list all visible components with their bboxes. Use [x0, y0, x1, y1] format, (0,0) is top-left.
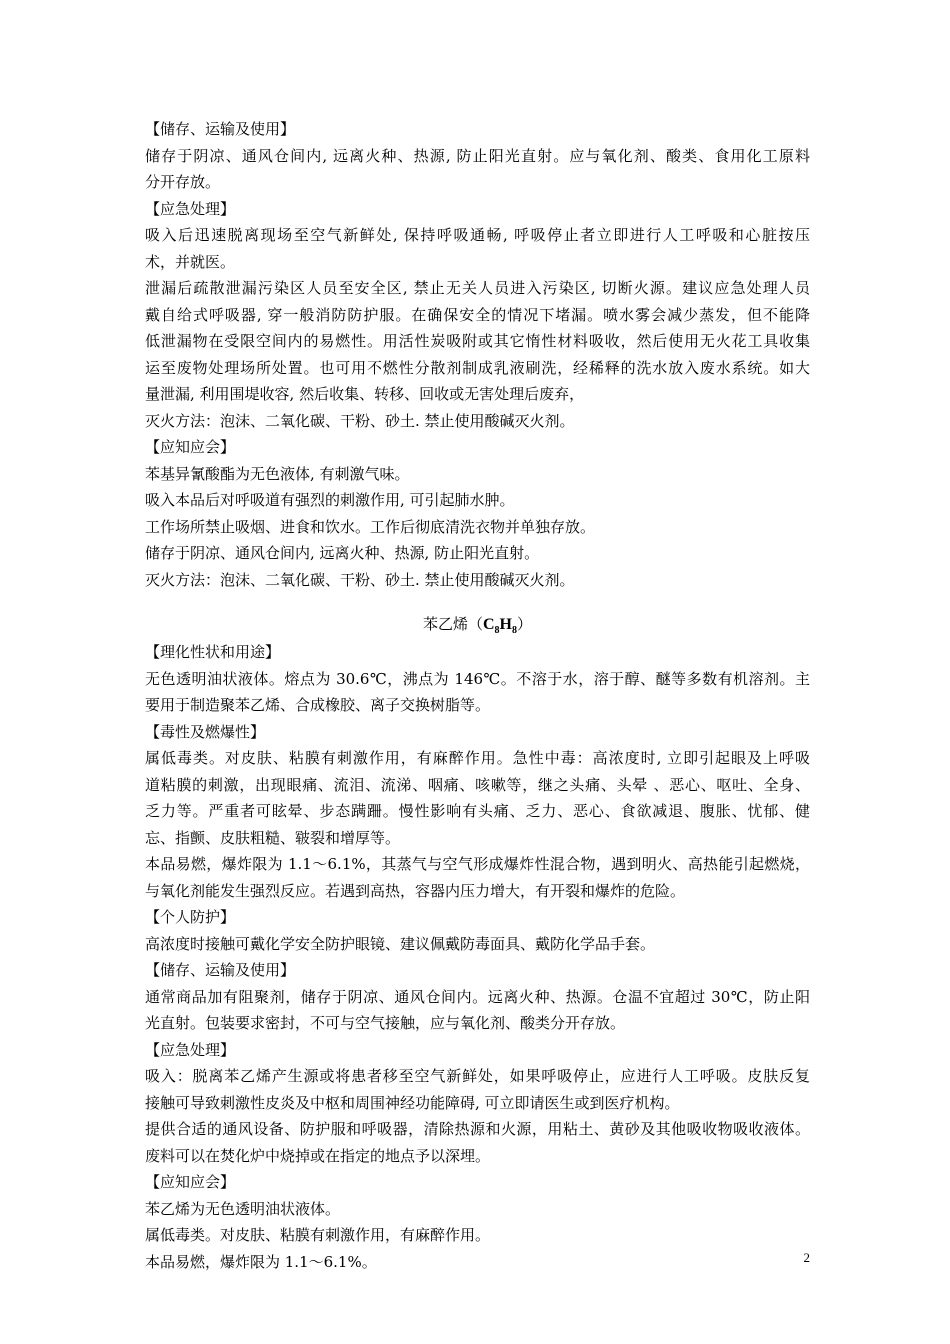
paragraph-line: 工作场所禁止吸烟、进食和饮水。工作后彻底清洗衣物并单独存放。: [145, 517, 596, 536]
paragraph-line: 乏力等。严重者可眩晕、步态蹒跚。慢性影响有头痛、乏力、恶心、食欲减退、腹胀、忧郁、健: [145, 802, 810, 820]
section-heading-properties: 【理化性状和用途】: [145, 643, 281, 661]
paragraph-line: 高浓度时接触可戴化学安全防护眼镜、建议佩戴防毒面具、戴防化学品手套。: [145, 934, 656, 953]
formula-element-h: H: [499, 616, 512, 633]
section-heading-emergency: 【应急处理】: [145, 1040, 236, 1059]
section-heading-toxicity: 【毒性及燃爆性】: [145, 722, 266, 741]
section-heading-storage: 【储存、运输及使用】: [145, 961, 296, 979]
page-number: 2: [803, 1250, 810, 1265]
paragraph-line: 术，并就医。: [145, 252, 236, 271]
paragraph-line: 接触可导致刺激性皮炎及中枢和周围神经功能障碍, 可立即请医生或到医疗机构。: [145, 1093, 680, 1112]
paragraph-line: 泄漏后疏散泄漏污染区人员至安全区, 禁止无关人员进入污染区, 切断火源。建议应急处理人员: [145, 279, 810, 297]
section-heading-know: 【应知应会】: [145, 438, 236, 456]
paragraph-line: 吸入后迅速脱离现场至空气新鲜处, 保持呼吸通畅, 呼吸停止者立即进行人工呼吸和心脏按压: [145, 226, 810, 244]
paragraph-line: 吸入：脱离苯乙烯产生源或将患者移至空气新鲜处，如果呼吸停止，应进行人工呼吸。皮肤反复: [145, 1067, 810, 1085]
title-close-paren: ）: [517, 615, 533, 633]
paragraph-line: 储存于阴凉、通风仓间内, 远离火种、热源, 防止阳光直射。应与氧化剂、酸类、食用化工原料: [145, 146, 810, 165]
section-heading-emergency: 【应急处理】: [145, 199, 236, 218]
paragraph-line: 本品易燃，爆炸限为 1.1～6.1%。: [145, 1252, 377, 1271]
formula-element-c: C: [482, 616, 495, 633]
paragraph-line: 苯乙烯为无色透明油状液体。: [145, 1199, 341, 1218]
paragraph-line: 通常商品加有阻聚剂，储存于阴凉、通风仓间内。远离火种、热源。仓温不宜超过 30℃，防止阳: [145, 987, 810, 1006]
paragraph-line: 低泄漏物在受限空间内的易燃性。用活性炭吸附或其它惰性材料吸收，然后使用无火花工具收集: [145, 332, 810, 350]
paragraph-line: 属低毒类。对皮肤、粘膜有刺激作用，有麻醉作用。: [145, 1226, 491, 1244]
paragraph-line: 本品易燃，爆炸限为 1.1～6.1%，其蒸气与空气形成爆炸性混合物，遇到明火、高热能引起燃烧，: [145, 855, 810, 873]
chemical-name: 苯乙烯（: [422, 615, 483, 633]
paragraph-line: 灭火方法：泡沫、二氧化碳、干粉、砂土. 禁止使用酸碱灭火剂。: [145, 570, 575, 589]
paragraph-line: 属低毒类。对皮肤、粘膜有刺激作用，有麻醉作用。急性中毒：高浓度时, 立即引起眼及上呼吸: [145, 749, 810, 767]
formula-subscript-c: 8: [494, 625, 500, 636]
paragraph-line: 运至废物处理场所处置。也可用不燃性分散剂制成乳液刷洗，经稀释的洗水放入废水系统。如大: [145, 358, 810, 377]
paragraph-line: 量泄漏, 利用围堤收容, 然后收集、转移、回收或无害处理后废弃，: [145, 385, 585, 403]
paragraph-line: 灭火方法：泡沫、二氧化碳、干粉、砂土. 禁止使用酸碱灭火剂。: [145, 411, 575, 430]
paragraph-line: 吸入本品后对呼吸道有强烈的刺激作用, 可引起肺水肿。: [145, 491, 515, 509]
paragraph-line: 提供合适的通风设备、防护服和呼吸器，清除热源和火源，用粘土、黄砂及其他吸收物吸收液体。: [145, 1120, 810, 1138]
paragraph-line: 道粘膜的刺激，出现眼痛、流泪、流涕、咽痛、咳嗽等，继之头痛、头晕 、恶心、呕吐、全身、: [145, 775, 810, 794]
paragraph-line: 废料可以在焚化炉中烧掉或在指定的地点予以深埋。: [145, 1146, 491, 1165]
paragraph-line: 要用于制造聚苯乙烯、合成橡胶、离子交换树脂等。: [145, 696, 491, 714]
paragraph-line: 无色透明油状液体。熔点为 30.6℃，沸点为 146℃。不溶于水，溶于醇、醚等多数有机溶剂。主: [145, 669, 810, 688]
paragraph-line: 光直射。包装要求密封，不可与空气接触，应与氧化剂、酸类分开存放。: [145, 1014, 626, 1032]
paragraph-line: 忘、指颤、皮肤粗糙、皲裂和增厚等。: [145, 828, 401, 847]
chemical-title: [145, 611, 810, 639]
paragraph-line: 分开存放。: [145, 173, 221, 191]
paragraph-line: 戴自给式呼吸器, 穿一般消防防护服。在确保安全的情况下堵漏。喷水雾会减少蒸发，但不能降: [145, 305, 810, 324]
document-body: [145, 116, 810, 1275]
paragraph-line: 苯基异氰酸酯为无色液体, 有刺激气味。: [145, 464, 410, 483]
paragraph-line: 储存于阴凉、通风仓间内, 远离火种、热源, 防止阳光直射。: [145, 544, 540, 562]
section-heading-protection: 【个人防护】: [145, 908, 236, 926]
section-heading-storage: 【储存、运输及使用】: [145, 120, 296, 138]
chemical-formula: [482, 616, 517, 636]
formula-subscript-h: 8: [512, 625, 517, 636]
section-heading-know: 【应知应会】: [145, 1173, 236, 1191]
paragraph-line: 与氧化剂能发生强烈反应。若遇到高热，容器内压力增大，有开裂和爆炸的危险。: [145, 881, 686, 900]
